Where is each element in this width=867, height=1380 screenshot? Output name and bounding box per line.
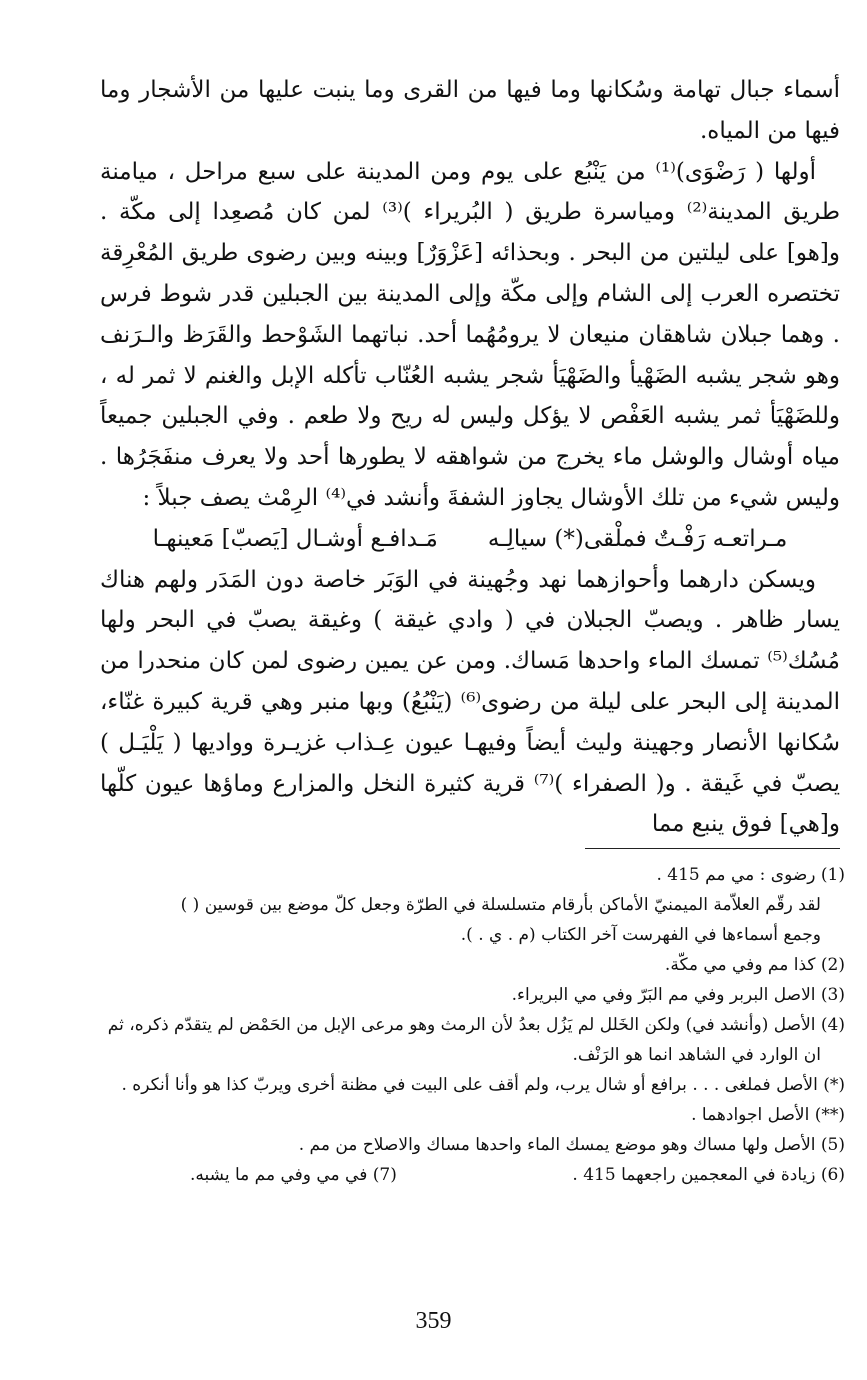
footnote-7: (7) في مي وفي مم ما يشبه. bbox=[190, 1165, 397, 1185]
page-number: 359 bbox=[415, 1308, 452, 1334]
footnotes-6-7-row bbox=[100, 1160, 845, 1190]
footnote-1-continuation-a: لقد رقّم العلاّمة الميمنيّ الأماكن بأرقام متسلسلة في الطرّة وجعل كلّ موضع بين قوسين ( ) bbox=[180, 895, 821, 915]
main-text bbox=[100, 70, 840, 845]
verse-second-hemistich: مَـدافـع أوشـال [يَصبّ] مَعينهـا bbox=[152, 525, 438, 552]
footnote-3: (3) الاصل البربر وفي مم البَرّ وفي مي البريراء. bbox=[511, 985, 845, 1005]
footnote-4-continuation: ان الوارد في الشاهد انما هو الرَنْف. bbox=[572, 1045, 821, 1065]
footnotes bbox=[100, 860, 845, 1190]
poetry-verse bbox=[100, 519, 840, 560]
paragraph-inhabitants: ويسكن دارهما وأحوازهما نهد وجُهينة في الوَبَر خاصة دون المَدَر ولهم هناك يسار ظاهر . ويصبّ الجبلان في ( وادي غيقة ) وغيقة يصبّ في البحر ولها مُسُك⁽⁵⁾ تمسك الماء واحدها مَساك. ومن عن يمين رضوى لمن كان منحدرا من المدينة إلى البحر على ليلة من رضوى⁽⁶⁾ (يَنْبُعُ) وبها منبر وهي قرية كبيرة غنّاء، سُكانها الأنصار وجهينة وليث أيضاً وفيهـا عيون عِـذاب غزيـرة وواديها ( يَلْيَـل ) يصبّ في غَيقة . و( الصفراء )⁽⁷⁾ قرية كثيرة النخل والمزارع وماؤها عيون كلّها و[هي] فوق ينبع مما bbox=[100, 566, 840, 838]
verse-first-hemistich: مـراتعـه رَفْـتٌ فملْقى(*) سيالِـه bbox=[487, 525, 788, 552]
footnote-5: (5) الأصل ولها مساك وهو موضع يمسك الماء واحدها مساك والاصلاح من مم . bbox=[298, 1135, 845, 1155]
footnote-2: (2) كذا مم وفي مي مكّة. bbox=[664, 955, 845, 975]
footnote-1-continuation-b: وجمع أسماءها في الفهرست آخر الكتاب (م . ي . ). bbox=[460, 925, 821, 945]
heading-paragraph: أسماء جبال تهامة وسُكانها وما فيها من القرى وما ينبت عليها من الأشجار وما فيها من المياه. bbox=[100, 77, 840, 144]
footnote-double-star: (**) الأصل اجوادهما . bbox=[691, 1105, 845, 1125]
footnote-4: (4) الأصل (وأنشد في) ولكن الخَلل لم يَزُل بعدُ لأن الرمث وهو مرعى الإبل من الحَمْض لم يتقدّم ذكره، ثم bbox=[107, 1015, 845, 1035]
paragraph-radwa: أولها ( رَضْوَى)⁽¹⁾ من يَنْبُع على يوم ومن المدينة على سبع مراحل ، ميامنة طريق المدينة⁽²⁾ ومياسرة طريق ( البُريراء )⁽³⁾ لمن كان مُصعِدا إلى مكّة . و[هو] على ليلتين من البحر . وبحذائه [عَزْوَرٌ] وبينه وبين رضوى طريق المُعْرِقة تختصره العرب إلى الشام وإلى مكّة وإلى المدينة بين الجبلين قدر شوط فرس . وهما جبلان شاهقان منيعان لا يرومُهُما أحد. نباتهما الشَوْحط والقَرَظ والـرَنف وهو شجر يشبه الضَهْيأ والضَهْيَأ شجر يشبه العُنّاب تأكله الإبل والغنم لا ثمر له ، وللضَهْيَأ ثمر يشبه العَفْص لا يؤكل وليس له ريح ولا طعم . وفي الجبلين جميعاً مياه أوشال والوشل ماء يخرج من شواهقه لا يطورها أحد ولا يعرف منفَجَرُها . وليس شيء من تلك الأوشال يجاوز الشفةَ وأنشد في⁽⁴⁾ الرِمْث يصف جبلاً : bbox=[100, 158, 841, 511]
footnote-6: (6) زيادة في المعجمين راجعهما 415 . bbox=[572, 1165, 845, 1185]
footnote-1: (1) رضوى : مي مم 415 . bbox=[656, 865, 845, 885]
footnote-divider bbox=[585, 848, 840, 849]
footnote-star: (*) الأصل فملغى . . . برافع أو شال يرب، ولم أقف على البيت في مظنة أخرى ويربّ كذا هو وأنا أنكره . bbox=[121, 1075, 845, 1095]
